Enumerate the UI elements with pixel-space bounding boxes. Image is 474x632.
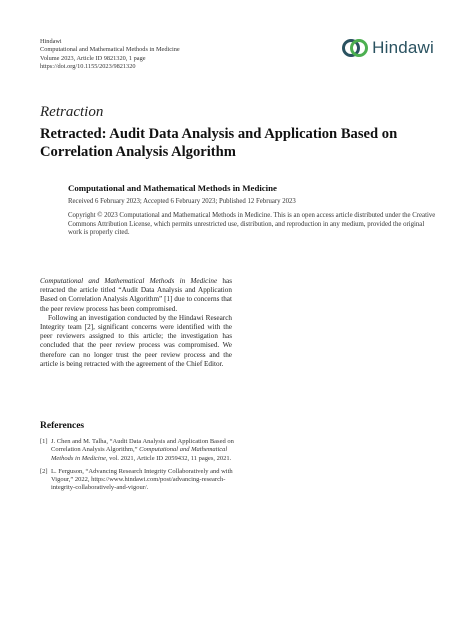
copyright-notice: Copyright © 2023 Computational and Mathematical Methods in Medicine. This is an open access article distributed under the Creative Commons Attribution License, which permits unrestricted use, distribution, and reproduction in any medium, provided the original work is properly cited. [68, 212, 436, 237]
journal-heading: Computational and Mathematical Methods in Medicine [68, 183, 277, 193]
journal-name: Computational and Mathematical Methods in Medicine [40, 46, 180, 54]
doi-link[interactable]: https://doi.org/10.1155/2023/9821320 [40, 63, 136, 71]
logo-wordmark: Hindawi [372, 38, 434, 57]
article-type: Retraction [40, 104, 104, 120]
hindawi-logo-icon [342, 37, 368, 59]
reference-text: J. Chen and M. Talha, “Audit Data Analysis and Application Based on Correlation Analysis Algorithm,” Computational and Mathematical Methods in Medicine, vol. 2021, Article ID 2059432, 11 pages, 2021. [51, 438, 234, 462]
publisher-name: Hindawi [40, 38, 62, 45]
reference-number: [2] [40, 467, 48, 475]
reference-text[interactable]: L. Ferguson, “Advancing Research Integrity Collaboratively and with Vigour,” 2022, https://www.hindawi.com/post/advancing-research-integrity-collaboratively-and-vigour/. [51, 467, 233, 492]
references-heading: References [40, 421, 85, 431]
journal-meta [40, 38, 180, 72]
article-body [40, 277, 232, 369]
body-paragraph-2: Following an investigation conducted by the Hindawi Research Integrity team [2], significant concerns were identified with the peer reviewers assigned to this article; the investigation has concluded that the peer review process was compromised. We therefore can no longer trust the peer review process and the article is being retracted with the agreement of the Chief Editor. [40, 313, 232, 368]
references-list [40, 438, 236, 498]
reference-number: [1] [40, 438, 48, 445]
body-paragraph-1-text: has retracted the article titled “Audit Data Analysis and Application Based on Correlation Analysis Algorithm” [1] due to concerns that the peer review process has been compromised. [40, 277, 232, 313]
volume-line: Volume 2023, Article ID 9821320, 1 page [40, 54, 146, 62]
publication-dates: Received 6 February 2023; Accepted 6 February 2023; Published 12 February 2023 [68, 198, 296, 205]
body-paragraph-1 [40, 277, 232, 314]
body-journal-name: Computational and Mathematical Methods in Medicine [40, 277, 218, 285]
hindawi-logo [342, 37, 434, 59]
reference-item [40, 468, 236, 493]
article-title: Retracted: Audit Data Analysis and Application Based on Correlation Analysis Algorithm [40, 126, 398, 160]
reference-item [40, 438, 236, 463]
